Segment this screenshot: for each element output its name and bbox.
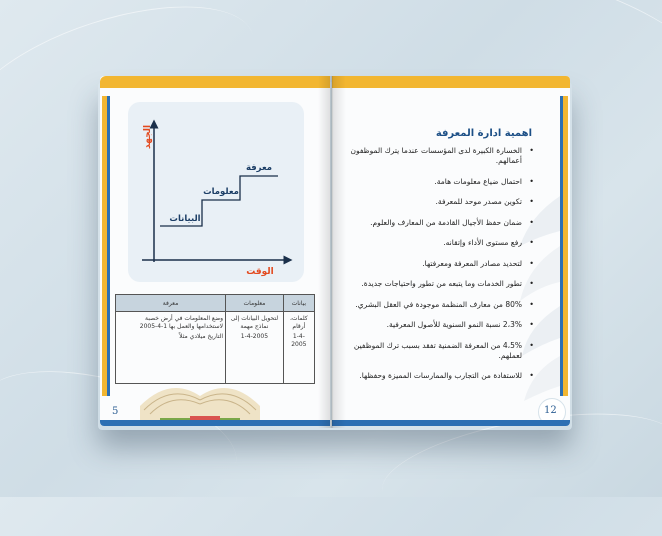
bullet-item: • 80% من معارف المنظمة موجودة في العقل البشري. (344, 300, 534, 310)
right-side-strip-blue (560, 96, 563, 396)
page-number-right: 12 (544, 405, 557, 416)
cell-text: 1-4-2005 (240, 333, 269, 340)
cell-text: وضع المعلومات في أرض خصبة لاستخدامها والعمل بها 1-4-2005 (139, 315, 224, 330)
page-number-left: 5 (112, 406, 119, 417)
book-spine (318, 76, 346, 428)
right-page (332, 76, 570, 426)
bullet-item: • تكوين مصدر موحد للمعرفة. (344, 197, 534, 207)
cell-text: لتحويل البيانات إلى نماذج مهمة (230, 315, 279, 330)
bullet-item: • الخسارة الكبيرة لدى المؤسسات عندما يترك الموظفون أعمالهم. (344, 146, 534, 166)
bullet-item: • 4،5% من المعرفة الضمنية تفقد بسبب ترك الموظفين لعملهم. (344, 341, 534, 361)
x-axis-label: الوقت (246, 267, 274, 277)
bullet-item: • احتمال ضياع معلومات هامة. (344, 177, 534, 187)
table-cell (283, 312, 314, 384)
bullet-item: • رفع مستوى الأداء وإتقانه. (344, 238, 534, 248)
step-label-knowledge: معرفة (245, 163, 273, 173)
cell-text: التاريخ ميلادي مثلاً (179, 333, 224, 340)
left-page (100, 76, 330, 426)
open-book-illustration (130, 366, 270, 426)
top-band (100, 76, 330, 88)
bullet-item: • 2،3% نسبة النمو السنوية للأصول المعرفية. (344, 320, 534, 330)
effort-time-chart (128, 102, 304, 282)
right-side-strip (563, 96, 568, 396)
left-side-strip-blue (107, 96, 110, 396)
y-axis-label: الجهد (143, 124, 153, 150)
table-header: معلومات (226, 295, 284, 312)
table-header: بيانات (283, 295, 314, 312)
bullet-list (344, 146, 534, 392)
step-label-data: البيانات (169, 214, 201, 224)
bullet-item: • ضمان حفظ الأجيال القادمة من المعارف والعلوم. (344, 218, 534, 228)
top-band (332, 76, 570, 88)
bullet-item: • لتحديد مصادر المعرفة ومعرفتها. (344, 259, 534, 269)
section-heading: اهمية ادارة المعرفة (435, 128, 532, 139)
step-label-information: معلومات (203, 187, 239, 197)
cell-text: كلمات، أرقام (290, 315, 308, 330)
bullet-item: • تطور الخدمات وما يتبعه من تطور واحتياجات جديدة. (344, 279, 534, 289)
cell-text: 1-4-2005 (291, 333, 307, 348)
table-header: معرفة (116, 295, 226, 312)
bottom-band (100, 420, 330, 426)
bullet-item: • للاستفادة من التجارب والممارسات المميزة وحفظها. (344, 371, 534, 381)
bottom-band (332, 420, 570, 426)
chart-svg (128, 102, 304, 282)
